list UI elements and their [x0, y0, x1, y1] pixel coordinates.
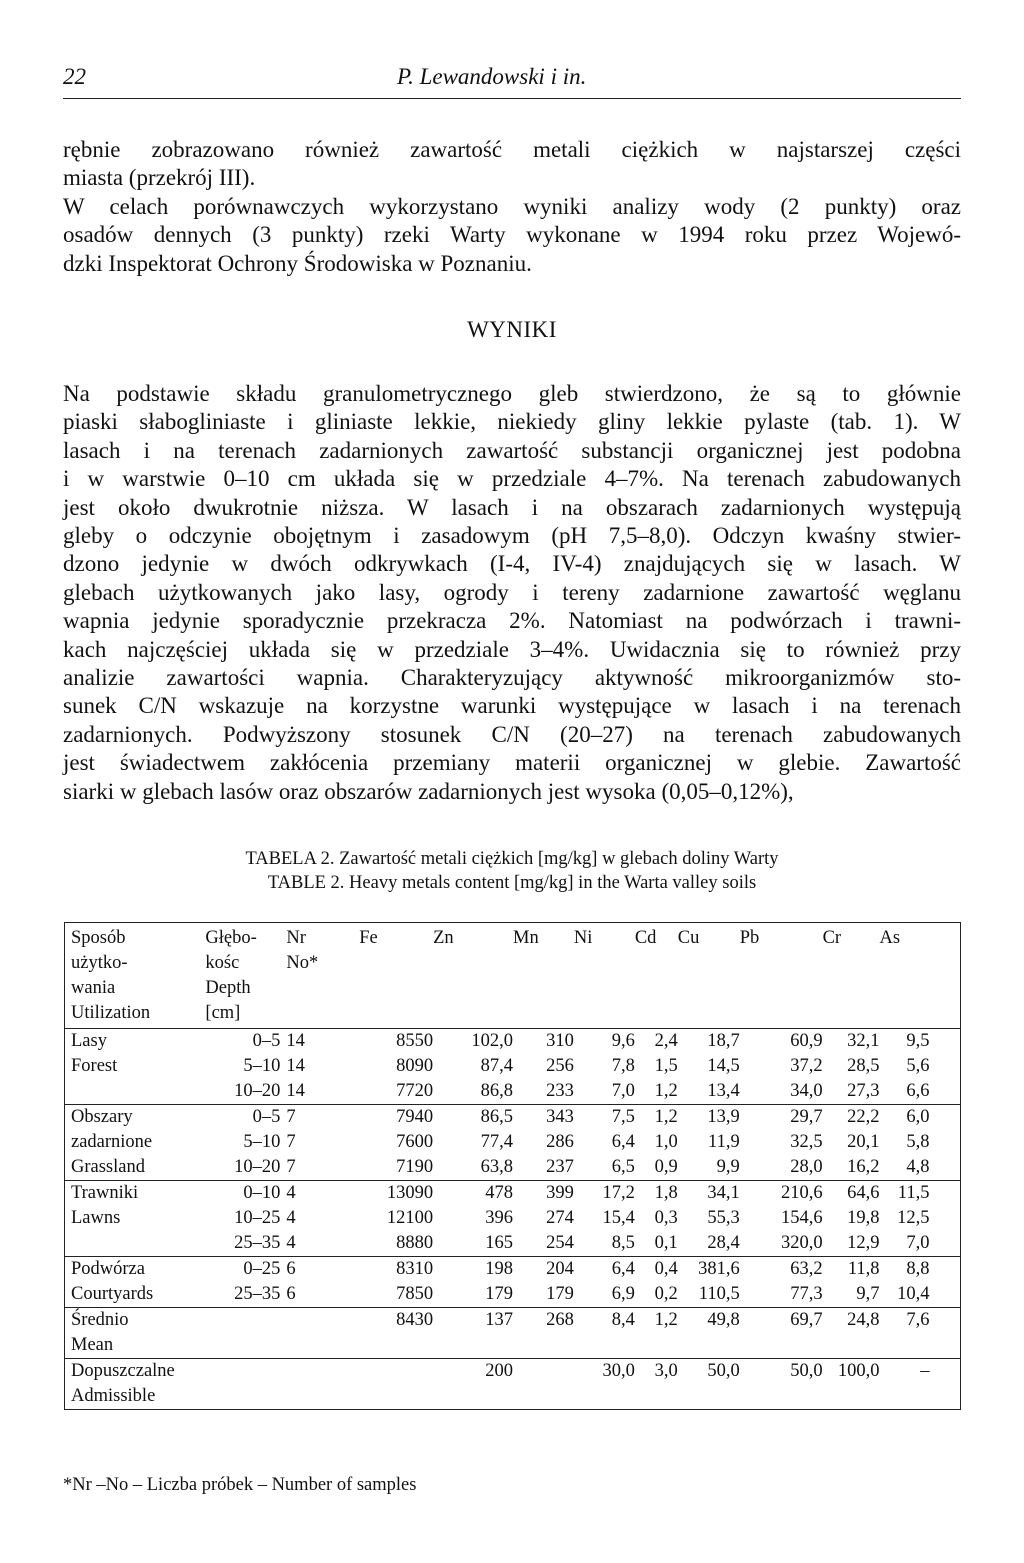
value-cell: 310 — [546, 1031, 574, 1051]
value-cell: 1,2 — [654, 1107, 678, 1127]
value-cell: 86,5 — [480, 1107, 514, 1127]
value-cell: 20,1 — [847, 1132, 880, 1152]
spacer-cell — [929, 1181, 960, 1207]
value-cell: 1,2 — [635, 1079, 678, 1105]
value-cell: 204 — [546, 1259, 574, 1279]
depth-cell: 10–20 — [205, 1155, 280, 1181]
depth-cell: 10–20 — [205, 1079, 280, 1105]
value-cell: 28,0 — [740, 1155, 823, 1181]
value-cell: 29,7 — [790, 1107, 823, 1127]
table-row — [65, 1155, 961, 1181]
value-cell: 179 — [513, 1282, 574, 1308]
running-title-authors: P. Lewandowski i in. — [397, 64, 587, 89]
value-cell: 63,2 — [790, 1259, 823, 1279]
value-cell: 102,0 — [471, 1031, 514, 1051]
header-line: Sposób — [71, 928, 126, 948]
header-metal: Mn — [513, 923, 574, 1029]
value-cell: 5,6 — [906, 1056, 930, 1076]
value-cell: 34,1 — [707, 1183, 740, 1203]
header-line: użytko- — [71, 953, 128, 973]
value-cell — [433, 1384, 513, 1410]
value-cell: 237 — [513, 1155, 574, 1181]
depth-cell: 0–10 — [243, 1183, 281, 1203]
table-row — [65, 1359, 961, 1385]
value-cell: 64,6 — [847, 1183, 880, 1203]
depth-cell: 5–10 — [243, 1056, 281, 1076]
table-row — [65, 1333, 961, 1359]
header-line: Głębo- — [205, 928, 257, 948]
value-cell: 7,5 — [611, 1107, 635, 1127]
value-cell — [678, 1384, 740, 1410]
text-line: dzki Inspektorat Ochrony Środowiska w Poznaniu. — [63, 250, 532, 276]
table-row — [65, 1181, 961, 1207]
samples-cell: 7 — [286, 1132, 296, 1152]
value-cell: 8310 — [396, 1259, 434, 1279]
header-use — [65, 923, 206, 1029]
value-cell: 50,0 — [790, 1361, 823, 1381]
value-cell: 32,1 — [847, 1031, 880, 1051]
intro-paragraph — [63, 136, 961, 278]
depth-cell — [205, 1384, 280, 1410]
header-metal: Ni — [574, 923, 635, 1029]
spacer-cell — [929, 1359, 960, 1385]
table-footnote: *Nr –No – Liczba próbek – Number of samples — [63, 1475, 417, 1495]
value-cell: 49,8 — [707, 1310, 740, 1330]
row-label: Obszary — [71, 1107, 133, 1127]
value-cell: 7600 — [396, 1132, 434, 1152]
row-label: Dopuszczalne — [71, 1361, 175, 1381]
table-group — [65, 1029, 961, 1105]
value-cell: 6,4 — [611, 1259, 635, 1279]
value-cell: 7850 — [351, 1282, 433, 1308]
row-label: Admissible — [65, 1384, 206, 1410]
value-cell — [513, 1359, 574, 1385]
value-cell: 200 — [485, 1361, 514, 1381]
value-cell: 16,2 — [823, 1155, 880, 1181]
header-metal: Cd — [635, 923, 678, 1029]
row-label: Średnio — [71, 1310, 129, 1330]
row-label: zadarnione — [71, 1132, 153, 1152]
samples-cell — [280, 1308, 351, 1334]
value-cell: 9,7 — [823, 1282, 880, 1308]
value-cell: 63,8 — [433, 1155, 513, 1181]
value-cell: 14,5 — [707, 1056, 740, 1076]
header-line: wania — [71, 978, 116, 998]
value-cell — [880, 1333, 930, 1359]
value-cell: 0,1 — [635, 1231, 678, 1257]
header-metal: Pb — [740, 923, 823, 1029]
row-label: Trawniki — [71, 1183, 139, 1203]
text-line: piaski słabogliniaste i gliniaste lekkie, niekiedy gliny lekkie pylaste (tab. 1). W — [63, 409, 961, 435]
samples-cell: 4 — [280, 1231, 351, 1257]
value-cell: 478 — [485, 1183, 514, 1203]
table-row — [65, 1079, 961, 1105]
value-cell — [823, 1384, 880, 1410]
samples-cell: 6 — [286, 1259, 296, 1279]
section-heading: WYNIKI — [467, 317, 557, 342]
value-cell: 13,9 — [707, 1107, 740, 1127]
header-metal: Cu — [678, 923, 740, 1029]
spacer-cell — [929, 1308, 960, 1334]
spacer-cell — [929, 1105, 960, 1131]
value-cell — [574, 1333, 635, 1359]
value-cell: 396 — [485, 1208, 514, 1228]
value-cell: 286 — [546, 1132, 574, 1152]
value-cell: 9,5 — [906, 1031, 930, 1051]
value-cell: 8430 — [396, 1310, 434, 1330]
value-cell: 4,8 — [880, 1155, 930, 1181]
value-cell: 8,4 — [611, 1310, 635, 1330]
table-group — [65, 1308, 961, 1359]
value-cell: 15,4 — [602, 1208, 635, 1228]
value-cell: 7,0 — [880, 1231, 930, 1257]
depth-cell — [205, 1333, 280, 1359]
running-header — [63, 64, 961, 99]
table-group — [65, 1257, 961, 1308]
spacer-cell — [929, 1054, 960, 1079]
depth-cell — [205, 1308, 280, 1334]
depth-cell: 25–35 — [205, 1231, 280, 1257]
header-samples — [280, 923, 351, 1029]
value-cell: 165 — [433, 1231, 513, 1257]
value-cell: 1,5 — [654, 1056, 678, 1076]
table-row — [65, 1105, 961, 1131]
value-cell: 28,5 — [847, 1056, 880, 1076]
value-cell: 87,4 — [480, 1056, 514, 1076]
value-cell — [635, 1333, 678, 1359]
value-cell: 1,2 — [654, 1310, 678, 1330]
value-cell: 17,2 — [602, 1183, 635, 1203]
value-cell: 2,4 — [654, 1031, 678, 1051]
row-label: Mean — [65, 1333, 206, 1359]
table-row — [65, 1231, 961, 1257]
row-label: Lawns — [71, 1208, 121, 1228]
samples-cell: 14 — [286, 1031, 305, 1051]
samples-cell: 7 — [280, 1155, 351, 1181]
value-cell: 8550 — [396, 1031, 434, 1051]
text-line: glebach użytkowanych jako lasy, ogrody i tereny zadarnione zawartość węglanu — [63, 579, 961, 605]
text-line: analizie zawartości wapnia. Charakteryzujący aktywność mikroorganizmów sto- — [63, 665, 961, 691]
table-row — [65, 1029, 961, 1055]
spacer-cell — [929, 1384, 960, 1410]
page-number: 22 — [63, 64, 86, 89]
value-cell: – — [920, 1361, 930, 1381]
value-cell: 6,9 — [574, 1282, 635, 1308]
value-cell: 32,5 — [790, 1132, 823, 1152]
value-cell: 256 — [546, 1056, 574, 1076]
value-cell: 27,3 — [823, 1079, 880, 1105]
depth-cell: 0–5 — [252, 1107, 281, 1127]
row-label: Grassland — [65, 1155, 206, 1181]
value-cell: 7,6 — [906, 1310, 930, 1330]
value-cell: 55,3 — [707, 1208, 740, 1228]
header-line: Nr — [286, 928, 306, 948]
row-label — [65, 1079, 206, 1105]
value-cell: 34,0 — [740, 1079, 823, 1105]
table-header — [65, 923, 961, 1029]
value-cell: 12100 — [386, 1208, 434, 1228]
value-cell — [635, 1384, 678, 1410]
table-group — [65, 1105, 961, 1181]
depth-cell: 5–10 — [243, 1132, 281, 1152]
value-cell: 0,2 — [635, 1282, 678, 1308]
samples-cell: 4 — [286, 1183, 296, 1203]
samples-cell: 7 — [286, 1107, 296, 1127]
spacer-cell — [929, 1029, 960, 1055]
text-line: kach najczęściej układa się w przedziale 3–4%. Uwidacznia się to również przy — [63, 636, 961, 662]
value-cell: 9,9 — [678, 1155, 740, 1181]
samples-cell — [280, 1333, 351, 1359]
value-cell: 24,8 — [847, 1310, 880, 1330]
value-cell: 7,0 — [574, 1079, 635, 1105]
value-cell — [351, 1359, 433, 1385]
table-row — [65, 1282, 961, 1308]
spacer-cell — [929, 1231, 960, 1257]
header-metal: As — [880, 923, 930, 1029]
value-cell: 274 — [546, 1208, 574, 1228]
table-row — [65, 1308, 961, 1334]
value-cell: 210,6 — [780, 1183, 823, 1203]
value-cell: 50,0 — [707, 1361, 740, 1381]
value-cell: 77,4 — [480, 1132, 514, 1152]
value-cell: 7,8 — [611, 1056, 635, 1076]
spacer-cell — [929, 1130, 960, 1155]
header-metal: Fe — [351, 923, 433, 1029]
value-cell: 0,3 — [654, 1208, 678, 1228]
value-cell: 0,4 — [654, 1259, 678, 1279]
row-label: Podwórza — [71, 1259, 145, 1279]
spacer-cell — [929, 1333, 960, 1359]
depth-cell: 0–25 — [243, 1259, 281, 1279]
header-line: kośc — [205, 953, 240, 973]
row-label — [65, 1231, 206, 1257]
table-row — [65, 1130, 961, 1155]
text-line: miasta (przekrój III). — [63, 165, 256, 191]
value-cell: 7720 — [351, 1079, 433, 1105]
header-metal: Zn — [433, 923, 513, 1029]
header-line: [cm] — [205, 1003, 241, 1023]
depth-cell — [205, 1359, 280, 1385]
text-line: rębnie zobrazowano również zawartość metali ciężkich w najstarszej części — [63, 137, 961, 162]
value-cell: 19,8 — [847, 1208, 880, 1228]
value-cell: 233 — [513, 1079, 574, 1105]
text-line: zadarnionych. Podwyższony stosunek C/N (20–27) na terenach zabudowanych — [63, 721, 961, 747]
value-cell: 69,7 — [790, 1310, 823, 1330]
spacer-cell — [929, 1155, 960, 1181]
value-cell: 137 — [485, 1310, 514, 1330]
value-cell: 6,5 — [574, 1155, 635, 1181]
value-cell: 8,5 — [574, 1231, 635, 1257]
depth-cell: 0–5 — [252, 1031, 281, 1051]
value-cell: 10,4 — [880, 1282, 930, 1308]
value-cell: 268 — [546, 1310, 574, 1330]
value-cell — [678, 1333, 740, 1359]
value-cell — [574, 1384, 635, 1410]
value-cell: 12,9 — [823, 1231, 880, 1257]
depth-cell: 10–25 — [234, 1208, 281, 1228]
value-cell: 6,4 — [611, 1132, 635, 1152]
value-cell: 18,7 — [707, 1031, 740, 1051]
value-cell: 11,5 — [897, 1183, 930, 1203]
value-cell: 37,2 — [790, 1056, 823, 1076]
depth-cell: 25–35 — [205, 1282, 280, 1308]
value-cell: 3,0 — [654, 1361, 678, 1381]
spacer-cell — [929, 1079, 960, 1105]
value-cell: 1,8 — [654, 1183, 678, 1203]
table-row — [65, 1384, 961, 1410]
table-caption-en: TABLE 2. Heavy metals content [mg/kg] in the Warta valley soils — [267, 873, 757, 893]
header-metal: Cr — [823, 923, 880, 1029]
value-cell: 12,5 — [897, 1208, 930, 1228]
value-cell: 1,0 — [654, 1132, 678, 1152]
value-cell — [880, 1384, 930, 1410]
samples-cell: 14 — [286, 1056, 305, 1076]
text-line: W celach porównawczych wykorzystano wyniki analizy wody (2 punkty) oraz — [63, 193, 961, 219]
value-cell: 179 — [433, 1282, 513, 1308]
value-cell: 22,2 — [847, 1107, 880, 1127]
text-line: i w warstwie 0–10 cm układa się w przedziale 4–7%. Na terenach zabudowanych — [63, 466, 961, 492]
value-cell: 9,6 — [611, 1031, 635, 1051]
value-cell: 6,6 — [880, 1079, 930, 1105]
text-line: Na podstawie składu granulometrycznego gleb stwierdzono, że są to głównie — [63, 381, 961, 406]
table-caption-pl: TABELA 2. Zawartość metali ciężkich [mg/kg] w glebach doliny Warty — [245, 849, 779, 869]
spacer-cell — [929, 1206, 960, 1231]
spacer-cell — [929, 923, 960, 1029]
value-cell: 13090 — [386, 1183, 434, 1203]
value-cell: 399 — [546, 1183, 574, 1203]
header-line: No* — [286, 953, 319, 973]
header-depth — [205, 923, 280, 1029]
text-line: jest około dwukrotnie niższa. W lasach i na obszarach zadarnionych występują — [63, 494, 961, 520]
spacer-cell — [929, 1257, 960, 1283]
value-cell — [740, 1333, 823, 1359]
value-cell — [351, 1384, 433, 1410]
value-cell: 5,8 — [906, 1132, 930, 1152]
value-cell — [823, 1333, 880, 1359]
header-line: Utilization — [71, 1003, 151, 1023]
samples-cell: 6 — [280, 1282, 351, 1308]
value-cell: 0,9 — [635, 1155, 678, 1181]
spacer-cell — [929, 1282, 960, 1308]
text-line: siarki w glebach lasów oraz obszarów zadarnionych jest wysoka (0,05–0,12%), — [63, 778, 794, 804]
value-cell: 381,6 — [698, 1259, 740, 1279]
results-paragraph — [63, 380, 961, 806]
text-line: sunek C/N wskazuje na korzystne warunki występujące w lasach i na terenach — [63, 693, 961, 719]
value-cell: 77,3 — [740, 1282, 823, 1308]
table-group — [65, 1181, 961, 1257]
row-label: Lasy — [71, 1031, 107, 1051]
value-cell: 100,0 — [837, 1361, 880, 1381]
value-cell — [513, 1333, 574, 1359]
value-cell: 11,8 — [847, 1259, 880, 1279]
samples-cell — [280, 1384, 351, 1410]
value-cell: 11,9 — [708, 1132, 740, 1152]
text-line: gleby o odczynie obojętnym i zasadowym (pH 7,5–8,0). Odczyn kwaśny stwier- — [63, 523, 961, 549]
row-label: Courtyards — [65, 1282, 206, 1308]
text-line: lasach i na terenach zadarnionych zawartość substancji organicznej jest podobna — [63, 437, 961, 463]
text-line: jest świadectwem zakłócenia przemiany materii organicznej w glebie. Zawartość — [63, 750, 961, 776]
value-cell: 7190 — [351, 1155, 433, 1181]
value-cell: 60,9 — [790, 1031, 823, 1051]
value-cell: 8090 — [396, 1056, 434, 1076]
value-cell: 198 — [485, 1259, 514, 1279]
table-row — [65, 1054, 961, 1079]
text-line: wapnia jedynie sporadycznie przekracza 2%. Natomiast na podwórzach i trawni- — [63, 608, 961, 634]
value-cell: 154,6 — [780, 1208, 823, 1228]
value-cell — [740, 1384, 823, 1410]
table-row — [65, 1206, 961, 1231]
value-cell: 30,0 — [602, 1361, 635, 1381]
value-cell: 8880 — [351, 1231, 433, 1257]
value-cell: 86,8 — [433, 1079, 513, 1105]
samples-cell: 4 — [286, 1208, 296, 1228]
value-cell: 28,4 — [678, 1231, 740, 1257]
value-cell: 6,0 — [906, 1107, 930, 1127]
heavy-metals-table — [64, 922, 961, 1410]
samples-cell: 14 — [280, 1079, 351, 1105]
value-cell — [433, 1333, 513, 1359]
value-cell: 7940 — [396, 1107, 434, 1127]
value-cell: 320,0 — [740, 1231, 823, 1257]
value-cell: 13,4 — [678, 1079, 740, 1105]
text-line: dzono jedynie w dwóch odkrywkach (I-4, IV-4) znajdujących się w lasach. W — [63, 551, 961, 577]
value-cell: 254 — [513, 1231, 574, 1257]
table-row — [65, 1257, 961, 1283]
value-cell: 343 — [546, 1107, 574, 1127]
value-cell — [513, 1384, 574, 1410]
samples-cell — [280, 1359, 351, 1385]
value-cell: 8,8 — [906, 1259, 930, 1279]
row-label: Forest — [71, 1056, 118, 1076]
header-line: Depth — [205, 978, 251, 998]
value-cell: 110,5 — [678, 1282, 740, 1308]
text-line: osadów dennych (3 punkty) rzeki Warty wykonane w 1994 roku przez Wojewó- — [63, 222, 961, 248]
table-group — [65, 1359, 961, 1410]
value-cell — [351, 1333, 433, 1359]
